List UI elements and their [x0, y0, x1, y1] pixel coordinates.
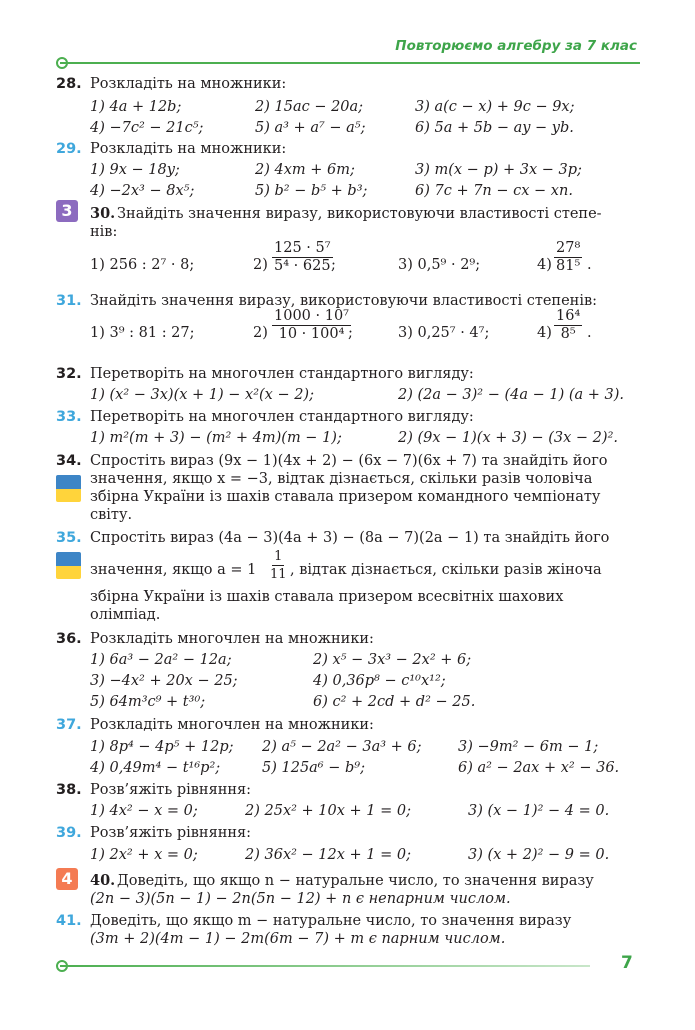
exercise-number: 41.	[56, 913, 82, 929]
running-header: Повторюємо алгебру за 7 клас	[395, 38, 637, 54]
item: 3) (x − 1)² − 4 = 0.	[468, 803, 610, 819]
item: 4) −7c² − 21c⁵;	[90, 120, 204, 136]
item: 5) 125a⁶ − b⁹;	[262, 760, 365, 776]
fraction	[554, 308, 582, 343]
numerator: 125 · 5⁷	[274, 240, 331, 256]
item: 3) a(c − x) + 9c − 9x;	[415, 99, 575, 115]
item: 6) 7c + 7n − cx − xn.	[415, 183, 573, 199]
header-rule	[60, 62, 640, 64]
ukraine-flag-icon	[56, 475, 81, 502]
fraction	[554, 240, 582, 275]
item: 1) 9x − 18y;	[90, 162, 180, 178]
item: 3) −9m² − 6m − 1;	[458, 739, 599, 755]
item-end: ;	[331, 257, 336, 273]
item: 5) 64m³c⁹ + t³⁰;	[90, 694, 206, 710]
item-label: 4)	[537, 325, 552, 341]
exercise-title: Розв’яжіть рівняння:	[90, 782, 252, 798]
item: 2) 25x² + 10x + 1 = 0;	[245, 803, 411, 819]
numerator: 1000 · 10⁷	[274, 308, 349, 324]
item: 5) b² − b⁵ + b³;	[255, 183, 368, 199]
text-line: значення, якщо a = 1	[90, 562, 257, 578]
item: 2) 4xm + 6m;	[255, 162, 355, 178]
item: 3) −4x² + 20x − 25;	[90, 673, 238, 689]
level-3-badge: 3	[56, 200, 78, 222]
item-label: 2)	[253, 257, 268, 273]
exercise-title: Перетворіть на многочлен стандартного вигляду:	[90, 409, 474, 425]
item: 2) a⁵ − 2a² − 3a³ + 6;	[262, 739, 422, 755]
item: 2) (2a − 3)² − (4a − 1) (a + 3).	[398, 387, 624, 403]
exercise-number: 34.	[56, 453, 82, 469]
item: 3) m(x − p) + 3x − 3p;	[415, 162, 582, 178]
text-line: (2n − 3)(5n − 1) − 2n(5n − 12) + n є непарним числом.	[90, 891, 511, 907]
item: 2) 36x² − 12x + 1 = 0;	[245, 847, 411, 863]
fraction	[272, 240, 333, 275]
text-line: Доведіть, що якщо m − натуральне число, то значення виразу	[90, 913, 572, 929]
text-line: Доведіть, що якщо n − натуральне число, то значення виразу	[117, 873, 594, 889]
text-line: світу.	[90, 507, 133, 523]
item-end: .	[587, 257, 592, 273]
exercise-number: 33.	[56, 409, 82, 425]
exercise-title: Розкладіть многочлен на множники:	[90, 717, 374, 733]
exercise-number: 31.	[56, 293, 82, 309]
exercise-title: Знайдіть значення виразу, використовуючи властивості степенів:	[90, 293, 598, 309]
exercise-number: 29.	[56, 141, 82, 157]
text-line: , відтак дізнається, скільки разів жіноча	[290, 562, 602, 578]
item: 1) 2x² + x = 0;	[90, 847, 198, 863]
exercise-number: 36.	[56, 631, 82, 647]
text-line: Спростіть вираз (9x − 1)(4x + 2) − (6x − 7)(6x + 7) та знайдіть його	[90, 453, 608, 469]
exercise-number: 40.	[90, 872, 116, 889]
exercise-number: 35.	[56, 530, 82, 546]
text-line: Спростіть вираз (4a − 3)(4a + 3) − (8a − 7)(2a − 1) та знайдіть його	[90, 530, 610, 546]
item: 3) 0,25⁷ · 4⁷;	[398, 325, 490, 341]
text-line: олімпіад.	[90, 607, 161, 623]
exercise-number: 38.	[56, 782, 82, 798]
level-4-badge: 4	[56, 868, 78, 890]
exercise-number: 39.	[56, 825, 82, 841]
exercise-title: Розкладіть на множники:	[90, 141, 287, 157]
denominator: 11	[270, 567, 287, 582]
item: 3) (x + 2)² − 9 = 0.	[468, 847, 610, 863]
item: 5) a³ + a⁷ − a⁵;	[255, 120, 366, 136]
item-label: 4)	[537, 257, 552, 273]
exercise-title: Розкладіть на множники:	[90, 76, 287, 92]
denominator: 5⁴ · 625	[274, 258, 331, 274]
text-line: збірна України із шахів ставала призером командного чемпіонату	[90, 489, 601, 505]
item: 4) 0,36p⁸ − c¹⁰x¹²;	[313, 673, 446, 689]
item: 1) m²(m + 3) − (m² + 4m)(m − 1);	[90, 430, 342, 446]
numerator: 1	[274, 549, 283, 564]
denominator: 81⁵	[556, 258, 581, 274]
denominator: 8⁵	[560, 326, 576, 342]
exercise-number: 28.	[56, 76, 82, 92]
item: 1) 6a³ − 2a² − 12a;	[90, 652, 232, 668]
item: 4) 0,49m⁴ − t¹⁶p²;	[90, 760, 221, 776]
numerator: 27⁸	[556, 240, 581, 256]
denominator: 10 · 100⁴	[278, 326, 345, 342]
numerator: 16⁴	[556, 308, 581, 324]
item: 2) (9x − 1)(x + 3) − (3x − 2)².	[398, 430, 618, 446]
ukraine-flag-icon	[56, 552, 81, 579]
item-end: ;	[348, 325, 353, 341]
footer-rule	[60, 965, 590, 967]
exercise-title: Перетворіть на многочлен стандартного вигляду:	[90, 366, 474, 382]
item: 3) 0,5⁹ · 2⁹;	[398, 257, 481, 273]
item-label: 2)	[253, 325, 268, 341]
fraction	[272, 308, 351, 343]
text-line: збірна України із шахів ставала призером всесвітніх шахових	[90, 589, 564, 605]
item: 1) 3⁹ : 81 : 27;	[90, 325, 195, 341]
item: 2) 15ac − 20a;	[255, 99, 364, 115]
item-end: .	[587, 325, 592, 341]
exercise-title-cont: нів:	[90, 224, 118, 240]
item: 1) 256 : 2⁷ · 8;	[90, 257, 195, 273]
item: 1) 8p⁴ − 4p⁵ + 12p;	[90, 739, 234, 755]
exercise-number: 32.	[56, 366, 82, 382]
exercise-title: Знайдіть значення виразу, використовуючи властивості степе-	[117, 206, 602, 222]
item: 1) 4x² − x = 0;	[90, 803, 198, 819]
exercise-number: 30.	[90, 205, 116, 222]
exercise-title: Розв’яжіть рівняння:	[90, 825, 252, 841]
item: 1) 4a + 12b;	[90, 99, 182, 115]
exercise-title: Розкладіть многочлен на множники:	[90, 631, 374, 647]
item: 2) x⁵ − 3x³ − 2x² + 6;	[313, 652, 472, 668]
text-line: значення, якщо x = −3, відтак дізнається, скільки разів чоловіча	[90, 471, 593, 487]
item: 1) (x² − 3x)(x + 1) − x²(x − 2);	[90, 387, 314, 403]
item: 6) c² + 2cd + d² − 25.	[313, 694, 476, 710]
item: 4) −2x³ − 8x⁵;	[90, 183, 195, 199]
item: 6) a² − 2ax + x² − 36.	[458, 760, 620, 776]
text-line: (3m + 2)(4m − 1) − 2m(6m − 7) + m є парним числом.	[90, 931, 506, 947]
exercise-number: 37.	[56, 717, 82, 733]
mixed-fraction	[268, 548, 289, 583]
page-number: 7	[621, 953, 633, 973]
item: 6) 5a + 5b − ay − yb.	[415, 120, 574, 136]
